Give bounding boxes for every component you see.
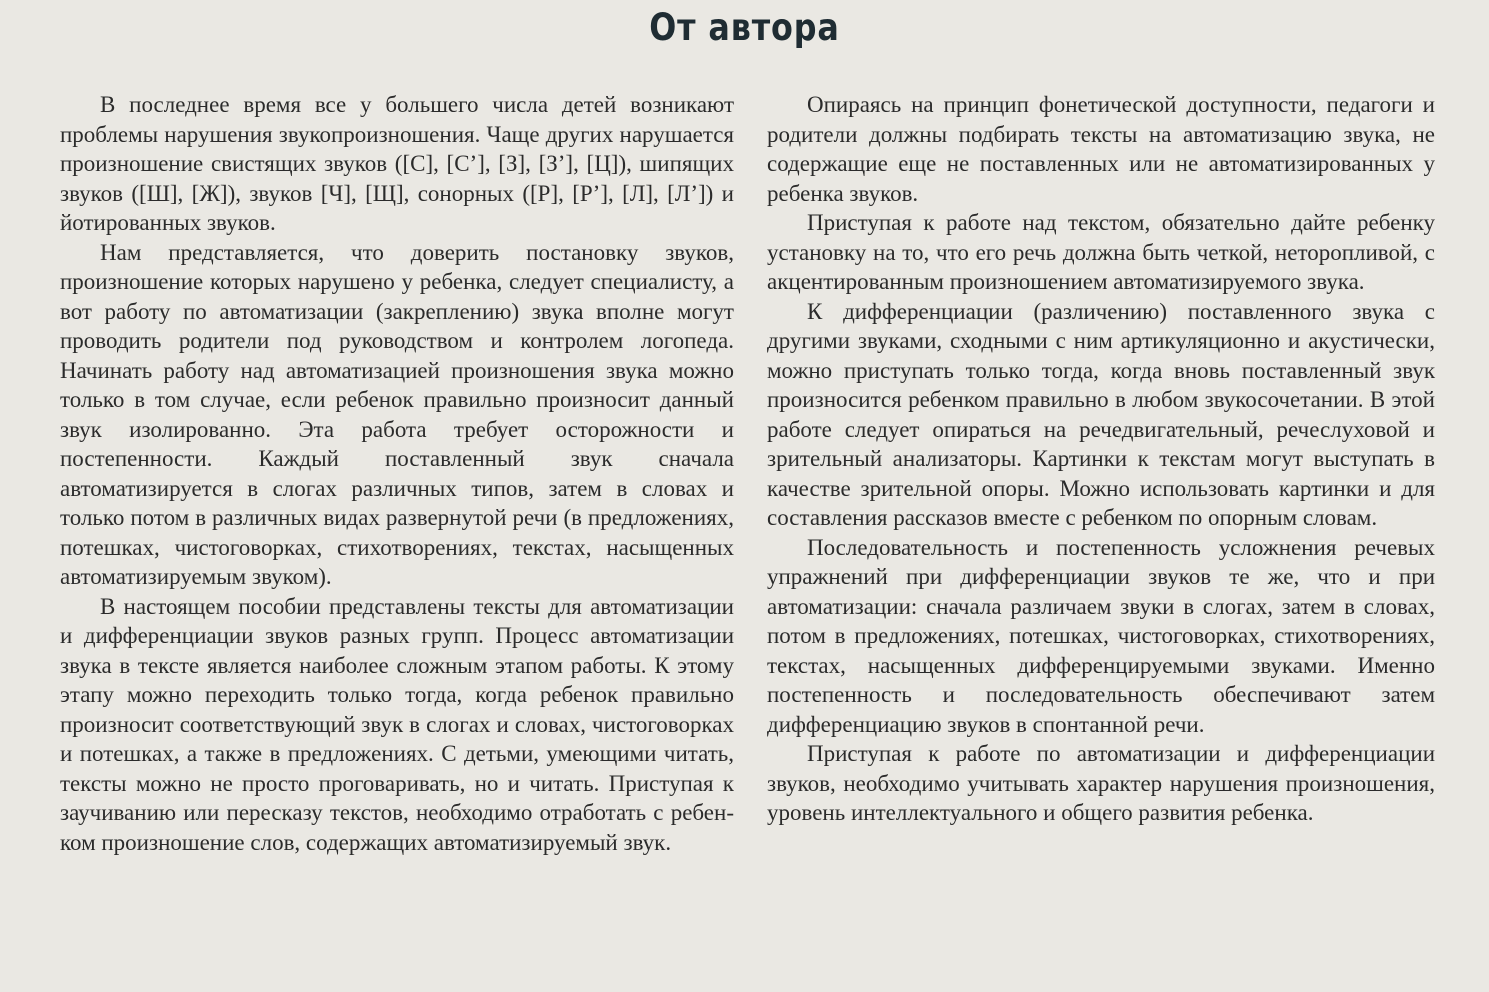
paragraph: В последнее время все у большего числа детей возникают проблемы нарушения звукопроизношения. Чаще других нарушается произношение свистящих звуков ([С], [С’], [З], [З’], [Ц]), шипящих звуков ([Ш], [Ж]), звуков [Ч], [Щ], сонорных ([Р], [Р’], [Л], [Л’]) и йотированных звуков. — [60, 92, 734, 235]
paragraph: Приступая к работе над текстом, обязательно дайте ребенку установку на то, что его речь должна быть четкой, неторопливой, с акцентированным произношением автоматизируемого звука. — [767, 210, 1435, 294]
paragraph: В настоящем пособии представлены тексты для автоматизации и дифференциации звуков разных групп. Процесс автоматизации звука в тексте является наиболее сложным этапом работы. К этому этапу можно переходить только тогда, когда ребенок правильно произносит соответствующий звук в слогах и словах, чистоговорках и потешках, а также в предложениях. С детьми, умеющими читать, тексты можно не просто проговаривать, но и читать. Приступая к заучиванию или пересказу текстов, необходимо отработать с ребенком произношение слов, содержащих автоматизируемый звук. — [60, 593, 734, 855]
paragraph: Нам представляется, что доверить постановку звуков, произношение которых нарушено у ребенка, следует специалисту, а вот работу по автоматизации (закреплению) звука вполне могут проводить родители под руководством и контролем логопеда. Начинать работу над автоматизацией произношения звука можно только в том случае, если ребенок правильно произносит данный звук изолированно. Эта работа требует осторожности и постепенности. Каждый поставленный звук сначала автоматизируется в слогах различных типов, затем в словах и только потом в различных видах развернутой речи (в предложениях, потешках, чистоговорках, стихотворениях, текстах, насыщенных автоматизируемым звуком). — [60, 239, 734, 589]
page-title: От автора — [649, 6, 840, 49]
paragraph: Опираясь на принцип фонетической доступности, педагоги и родители должны подбирать тексты на автоматизацию звука, не содержащие еще не поставленных или не автоматизированных у ребенка звуков. — [767, 92, 1435, 206]
paragraph: Приступая к работе по автоматизации и дифференциации звуков, необходимо учитывать характер нарушения произношения, уровень интеллектуального и общего развития ребенка. — [767, 741, 1435, 825]
paragraph: Последовательность и постепенность усложнения речевых упражнений при дифференциации звуков те же, что и при автоматизации: сначала различаем звуки в слогах, затем в словах, потом в предложениях, потешках, чистоговорках, стихотворениях, текстах, насыщенных дифференцируемыми звуками. Именно постепенность и последовательность обеспечивают затем дифференциацию звуков в спонтанной речи. — [767, 534, 1435, 737]
left-column — [60, 90, 734, 857]
paragraph: К дифференциации (различению) поставленного звука с другими звуками, сходными с ним артикуляционно и акустически, можно приступать только тогда, когда вновь поставленный звук произносится ребенком правильно в любом звукосочетании. В этой работе следует опираться на речедвигательный, речеслуховой и зрительный анализаторы. Картинки к текстам могут выступать в качестве зрительной опоры. Можно использовать картинки и для составления рассказов вместе с ребенком по опорным словам. — [767, 298, 1435, 530]
right-column — [767, 90, 1435, 828]
